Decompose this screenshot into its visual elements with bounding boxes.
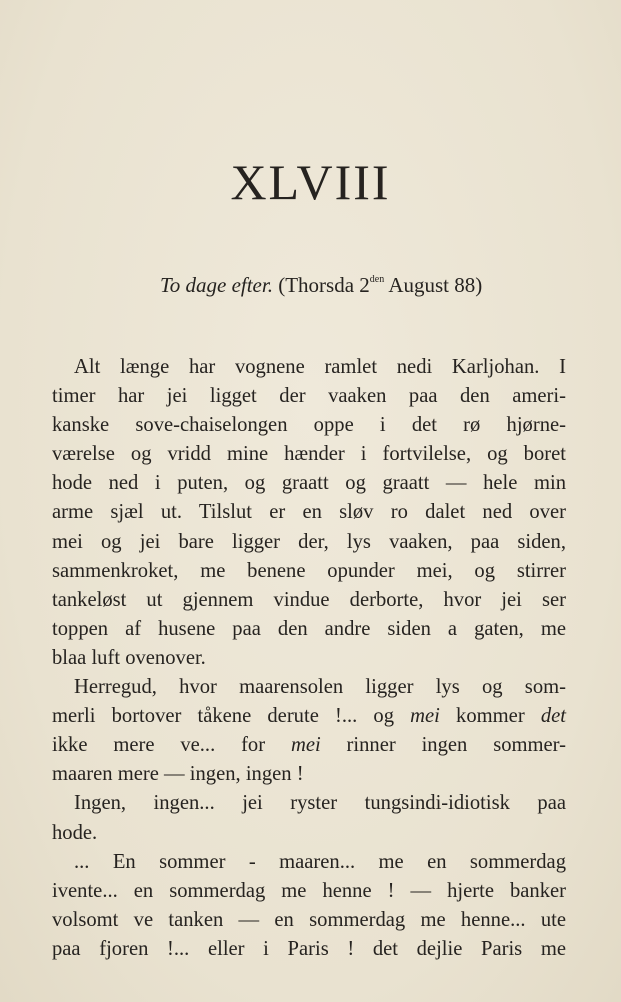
dateline-text: (Thorsda 2 bbox=[272, 273, 370, 297]
text-line: arme sjæl ut. Tilslut er en sløv ro dalet ned over bbox=[52, 501, 566, 524]
dateline-month-year: August 88) bbox=[384, 273, 483, 297]
dateline-italic: To dage efter. bbox=[160, 273, 273, 297]
text-line: hode ned i puten, og graatt og graatt — hele min bbox=[52, 472, 566, 495]
body-text bbox=[52, 353, 566, 964]
text-line: ivente... en sommerdag me henne ! — hjerte banker bbox=[52, 879, 566, 902]
text-line: tankeløst ut gjennem vindue derborte, hvor jei ser bbox=[52, 588, 566, 611]
text-segment: kommer bbox=[439, 705, 541, 728]
italic-segment: mei bbox=[410, 705, 440, 728]
text-line: Ingen, ingen... jei ryster tungsindi-idiotisk paa bbox=[74, 792, 566, 815]
text-line: volsomt ve tanken — en sommerdag me henne... ute bbox=[52, 908, 566, 931]
text-line: Alt længe har vognene ramlet nedi Karljohan. I bbox=[74, 356, 566, 378]
text-line: mei og jei bare ligger der, lys vaaken, paa siden, bbox=[52, 530, 566, 553]
text-line: maaren mere — ingen, ingen ! bbox=[52, 763, 304, 786]
text-segment: rinner ingen sommer- bbox=[320, 734, 566, 757]
text-line: kanske sove-chaiselongen oppe i det rø hjørne- bbox=[52, 414, 566, 437]
italic-segment: mei bbox=[290, 734, 321, 757]
text-segment: merli bortover tåkene derute !... og bbox=[52, 705, 411, 728]
text-line: værelse og vridd mine hænder i fortvilelse, og boret bbox=[52, 443, 566, 466]
text-line-mixed bbox=[52, 731, 566, 760]
text-line: ... En sommer - maaren... me en sommerdag bbox=[74, 850, 566, 873]
dateline bbox=[160, 270, 482, 300]
chapter-title: XLVIII bbox=[230, 154, 391, 210]
text-line: toppen af husene paa den andre siden a gaten, me bbox=[52, 617, 566, 640]
text-line: hode. bbox=[52, 821, 98, 844]
italic-segment: det bbox=[540, 705, 566, 728]
dateline-superscript: den bbox=[369, 274, 385, 285]
text-line: sammenkroket, me benene opunder mei, og stirrer bbox=[52, 559, 566, 582]
text-line: blaa luft ovenover. bbox=[52, 646, 206, 669]
text-line: paa fjoren !... eller i Paris ! det dejlie Paris me bbox=[52, 937, 566, 960]
text-line: Herregud, hvor maarensolen ligger lys og som- bbox=[74, 676, 566, 699]
text-line: timer har jei ligget der vaaken paa den ameri- bbox=[52, 385, 566, 408]
text-segment: ikke mere ve... for bbox=[52, 734, 291, 757]
text-line-mixed bbox=[52, 702, 566, 731]
